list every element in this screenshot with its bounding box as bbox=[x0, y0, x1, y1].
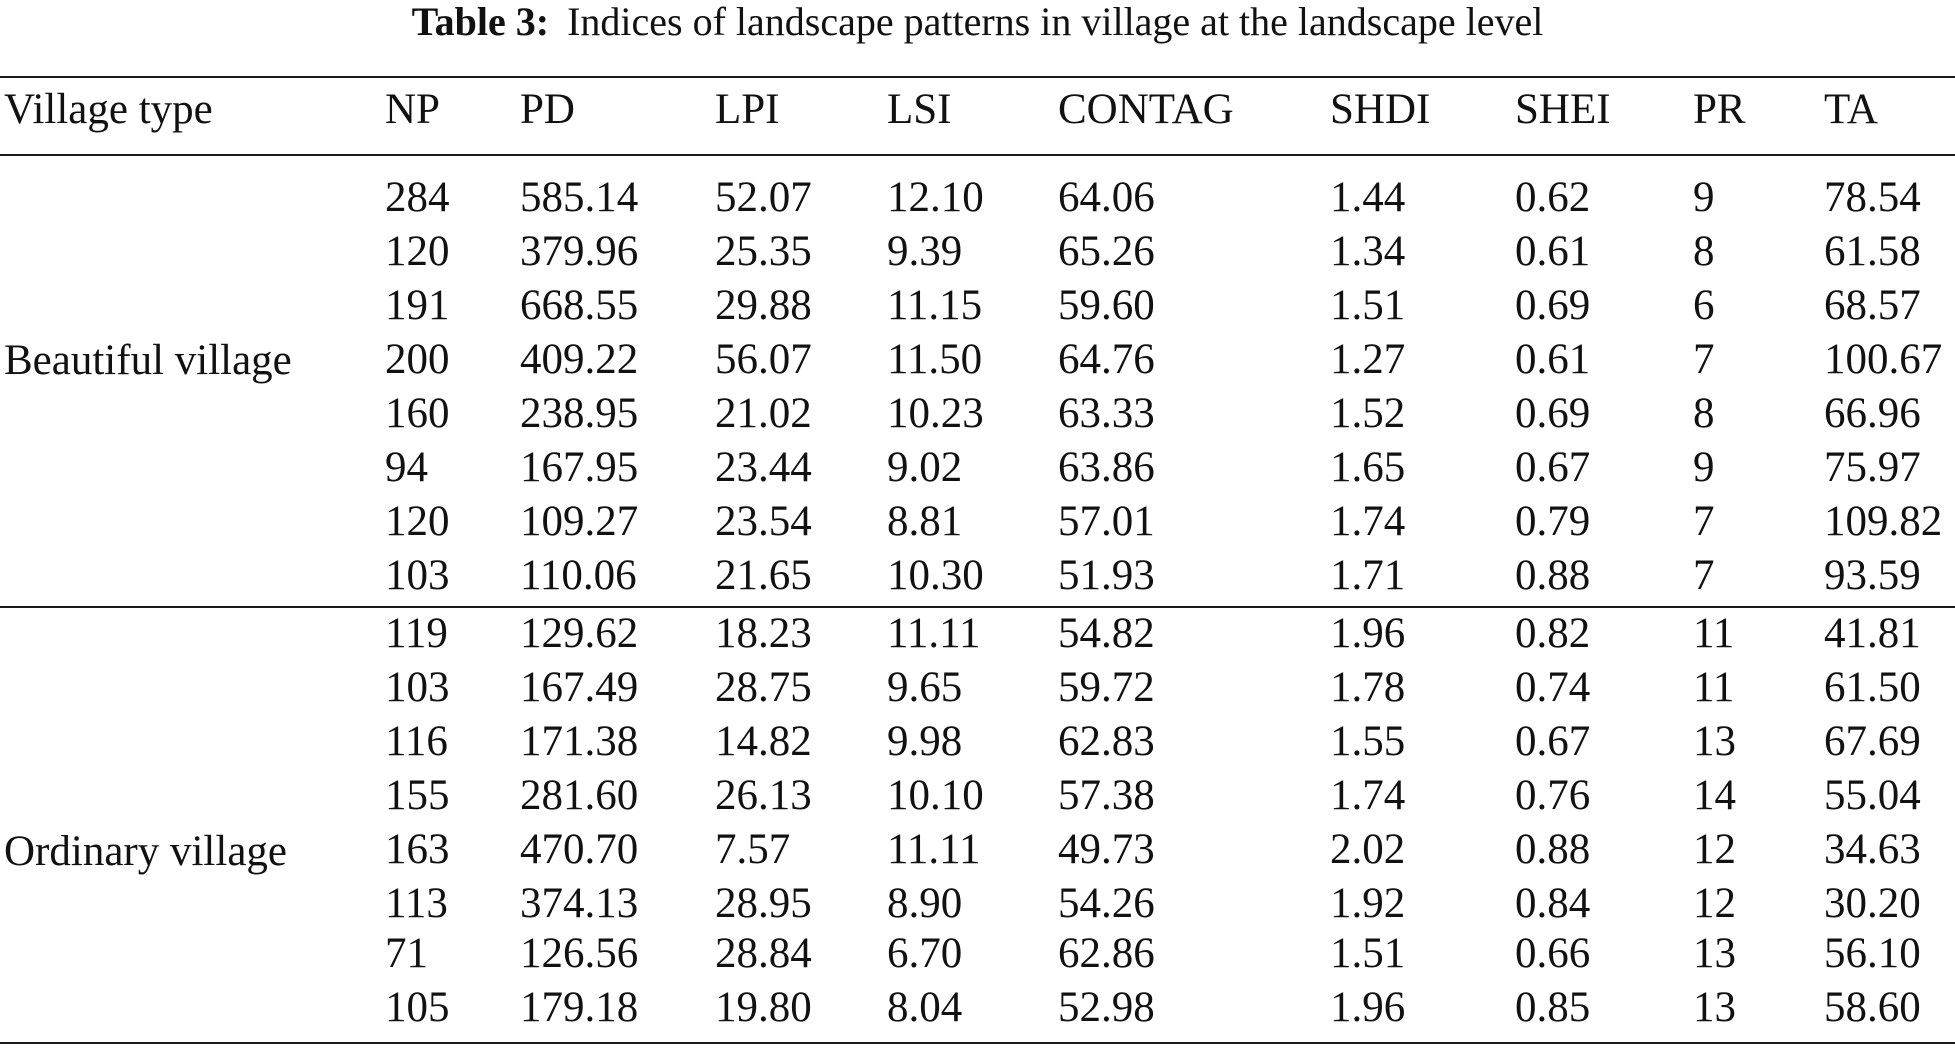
cell-shdi: 1.74 bbox=[1330, 498, 1406, 545]
column-header-village-type: Village type bbox=[4, 86, 213, 133]
cell-pr: 13 bbox=[1693, 930, 1736, 977]
cell-ta: 68.57 bbox=[1824, 282, 1921, 329]
cell-np: 103 bbox=[385, 664, 450, 711]
header-bottom-rule bbox=[0, 154, 1955, 156]
group-separator-rule bbox=[0, 606, 1955, 608]
cell-pd: 179.18 bbox=[520, 984, 639, 1031]
cell-pr: 8 bbox=[1693, 228, 1715, 275]
cell-lsi: 6.70 bbox=[887, 930, 963, 977]
cell-np: 200 bbox=[385, 336, 450, 383]
cell-lpi: 28.75 bbox=[715, 664, 812, 711]
cell-pd: 126.56 bbox=[520, 930, 639, 977]
table-caption-label: Table 3: bbox=[411, 0, 550, 44]
cell-contag: 54.26 bbox=[1058, 880, 1155, 927]
cell-pr: 6 bbox=[1693, 282, 1715, 329]
cell-pr: 9 bbox=[1693, 174, 1715, 221]
cell-shei: 0.82 bbox=[1515, 610, 1591, 657]
cell-np: 120 bbox=[385, 228, 450, 275]
cell-contag: 63.33 bbox=[1058, 390, 1155, 437]
cell-pr: 11 bbox=[1693, 610, 1735, 657]
cell-lpi: 25.35 bbox=[715, 228, 812, 275]
cell-lsi: 10.10 bbox=[887, 772, 984, 819]
cell-np: 119 bbox=[385, 610, 448, 657]
cell-lpi: 21.65 bbox=[715, 552, 812, 599]
cell-ta: 61.58 bbox=[1824, 228, 1921, 275]
column-header-pd: PD bbox=[520, 86, 575, 133]
cell-contag: 49.73 bbox=[1058, 826, 1155, 873]
cell-pr: 9 bbox=[1693, 444, 1715, 491]
cell-shei: 0.61 bbox=[1515, 336, 1591, 383]
cell-lsi: 11.15 bbox=[887, 282, 983, 329]
cell-ta: 56.10 bbox=[1824, 930, 1921, 977]
cell-np: 71 bbox=[385, 930, 428, 977]
column-header-lpi: LPI bbox=[715, 86, 780, 133]
table-top-rule bbox=[0, 76, 1955, 78]
column-header-lsi: LSI bbox=[887, 86, 952, 133]
cell-pd: 238.95 bbox=[520, 390, 639, 437]
cell-lpi: 52.07 bbox=[715, 174, 812, 221]
cell-np: 94 bbox=[385, 444, 428, 491]
cell-pd: 167.49 bbox=[520, 664, 639, 711]
cell-contag: 59.60 bbox=[1058, 282, 1155, 329]
cell-shei: 0.74 bbox=[1515, 664, 1591, 711]
cell-np: 160 bbox=[385, 390, 450, 437]
cell-np: 191 bbox=[385, 282, 450, 329]
table-bottom-rule bbox=[0, 1042, 1955, 1044]
cell-pd: 129.62 bbox=[520, 610, 639, 657]
table-caption bbox=[0, 0, 1955, 52]
cell-pr: 8 bbox=[1693, 390, 1715, 437]
cell-ta: 61.50 bbox=[1824, 664, 1921, 711]
cell-ta: 67.69 bbox=[1824, 718, 1921, 765]
cell-shei: 0.69 bbox=[1515, 390, 1591, 437]
cell-shdi: 1.44 bbox=[1330, 174, 1406, 221]
cell-pr: 7 bbox=[1693, 552, 1715, 599]
cell-lsi: 12.10 bbox=[887, 174, 984, 221]
cell-lsi: 10.30 bbox=[887, 552, 984, 599]
cell-np: 113 bbox=[385, 880, 448, 927]
cell-pd: 109.27 bbox=[520, 498, 639, 545]
cell-shdi: 1.55 bbox=[1330, 718, 1406, 765]
cell-lpi: 7.57 bbox=[715, 826, 791, 873]
column-header-np: NP bbox=[385, 86, 440, 133]
cell-pd: 409.22 bbox=[520, 336, 639, 383]
cell-pd: 379.96 bbox=[520, 228, 639, 275]
cell-shdi: 1.96 bbox=[1330, 984, 1406, 1031]
cell-shdi: 1.51 bbox=[1330, 282, 1406, 329]
cell-np: 105 bbox=[385, 984, 450, 1031]
cell-pr: 12 bbox=[1693, 826, 1736, 873]
cell-pd: 585.14 bbox=[520, 174, 639, 221]
cell-np: 163 bbox=[385, 826, 450, 873]
cell-shdi: 1.34 bbox=[1330, 228, 1406, 275]
cell-np: 155 bbox=[385, 772, 450, 819]
cell-lsi: 11.11 bbox=[887, 610, 981, 657]
cell-pd: 171.38 bbox=[520, 718, 639, 765]
cell-pr: 11 bbox=[1693, 664, 1735, 711]
cell-np: 116 bbox=[385, 718, 448, 765]
cell-contag: 57.01 bbox=[1058, 498, 1155, 545]
cell-shei: 0.69 bbox=[1515, 282, 1591, 329]
cell-pr: 7 bbox=[1693, 498, 1715, 545]
cell-lpi: 14.82 bbox=[715, 718, 812, 765]
cell-pd: 470.70 bbox=[520, 826, 639, 873]
cell-lsi: 10.23 bbox=[887, 390, 984, 437]
cell-shei: 0.88 bbox=[1515, 552, 1591, 599]
cell-lsi: 11.50 bbox=[887, 336, 983, 383]
cell-ta: 41.81 bbox=[1824, 610, 1921, 657]
cell-shdi: 1.92 bbox=[1330, 880, 1406, 927]
cell-contag: 64.06 bbox=[1058, 174, 1155, 221]
cell-shei: 0.67 bbox=[1515, 444, 1591, 491]
cell-shei: 0.67 bbox=[1515, 718, 1591, 765]
cell-shdi: 1.74 bbox=[1330, 772, 1406, 819]
column-header-pr: PR bbox=[1693, 86, 1746, 133]
cell-lpi: 28.95 bbox=[715, 880, 812, 927]
cell-ta: 34.63 bbox=[1824, 826, 1921, 873]
cell-lsi: 8.04 bbox=[887, 984, 963, 1031]
cell-shei: 0.88 bbox=[1515, 826, 1591, 873]
cell-ta: 78.54 bbox=[1824, 174, 1921, 221]
table-caption-text: Indices of landscape patterns in village at the landscape level bbox=[567, 0, 1544, 44]
group-label: Beautiful village bbox=[4, 337, 292, 384]
cell-shdi: 1.27 bbox=[1330, 336, 1406, 383]
cell-contag: 63.86 bbox=[1058, 444, 1155, 491]
cell-shdi: 1.78 bbox=[1330, 664, 1406, 711]
cell-contag: 59.72 bbox=[1058, 664, 1155, 711]
cell-ta: 109.82 bbox=[1824, 498, 1943, 545]
cell-lsi: 9.98 bbox=[887, 718, 963, 765]
cell-pd: 110.06 bbox=[520, 552, 637, 599]
cell-shei: 0.79 bbox=[1515, 498, 1591, 545]
cell-lpi: 18.23 bbox=[715, 610, 812, 657]
cell-pr: 13 bbox=[1693, 984, 1736, 1031]
cell-pd: 167.95 bbox=[520, 444, 639, 491]
cell-ta: 75.97 bbox=[1824, 444, 1921, 491]
cell-contag: 65.26 bbox=[1058, 228, 1155, 275]
cell-shdi: 1.52 bbox=[1330, 390, 1406, 437]
cell-pr: 13 bbox=[1693, 718, 1736, 765]
cell-pd: 281.60 bbox=[520, 772, 639, 819]
cell-shdi: 2.02 bbox=[1330, 826, 1406, 873]
cell-lsi: 9.02 bbox=[887, 444, 963, 491]
cell-shei: 0.85 bbox=[1515, 984, 1591, 1031]
cell-contag: 57.38 bbox=[1058, 772, 1155, 819]
cell-contag: 64.76 bbox=[1058, 336, 1155, 383]
cell-pr: 12 bbox=[1693, 880, 1736, 927]
cell-lpi: 28.84 bbox=[715, 930, 812, 977]
cell-shei: 0.62 bbox=[1515, 174, 1591, 221]
cell-lsi: 11.11 bbox=[887, 826, 981, 873]
cell-ta: 93.59 bbox=[1824, 552, 1921, 599]
cell-contag: 54.82 bbox=[1058, 610, 1155, 657]
cell-shdi: 1.65 bbox=[1330, 444, 1406, 491]
cell-pd: 374.13 bbox=[520, 880, 639, 927]
cell-contag: 62.83 bbox=[1058, 718, 1155, 765]
cell-pd: 668.55 bbox=[520, 282, 639, 329]
cell-np: 120 bbox=[385, 498, 450, 545]
cell-lpi: 23.44 bbox=[715, 444, 812, 491]
column-header-ta: TA bbox=[1824, 86, 1878, 133]
cell-contag: 51.93 bbox=[1058, 552, 1155, 599]
cell-ta: 58.60 bbox=[1824, 984, 1921, 1031]
cell-np: 284 bbox=[385, 174, 450, 221]
cell-lpi: 21.02 bbox=[715, 390, 812, 437]
cell-lpi: 23.54 bbox=[715, 498, 812, 545]
cell-shei: 0.61 bbox=[1515, 228, 1591, 275]
cell-ta: 30.20 bbox=[1824, 880, 1921, 927]
cell-ta: 55.04 bbox=[1824, 772, 1921, 819]
cell-contag: 52.98 bbox=[1058, 984, 1155, 1031]
cell-lsi: 9.65 bbox=[887, 664, 963, 711]
cell-ta: 100.67 bbox=[1824, 336, 1943, 383]
cell-lsi: 8.81 bbox=[887, 498, 963, 545]
cell-shei: 0.84 bbox=[1515, 880, 1591, 927]
cell-lsi: 8.90 bbox=[887, 880, 963, 927]
cell-lpi: 29.88 bbox=[715, 282, 812, 329]
column-header-contag: CONTAG bbox=[1058, 86, 1234, 133]
cell-shdi: 1.96 bbox=[1330, 610, 1406, 657]
cell-lpi: 19.80 bbox=[715, 984, 812, 1031]
cell-contag: 62.86 bbox=[1058, 930, 1155, 977]
cell-lsi: 9.39 bbox=[887, 228, 963, 275]
column-header-shdi: SHDI bbox=[1330, 86, 1431, 133]
column-header-shei: SHEI bbox=[1515, 86, 1611, 133]
cell-lpi: 26.13 bbox=[715, 772, 812, 819]
cell-shdi: 1.51 bbox=[1330, 930, 1406, 977]
cell-pr: 7 bbox=[1693, 336, 1715, 383]
cell-pr: 14 bbox=[1693, 772, 1736, 819]
cell-shei: 0.66 bbox=[1515, 930, 1591, 977]
cell-shdi: 1.71 bbox=[1330, 552, 1406, 599]
cell-lpi: 56.07 bbox=[715, 336, 812, 383]
cell-ta: 66.96 bbox=[1824, 390, 1921, 437]
cell-np: 103 bbox=[385, 552, 450, 599]
cell-shei: 0.76 bbox=[1515, 772, 1591, 819]
group-label: Ordinary village bbox=[4, 828, 287, 875]
